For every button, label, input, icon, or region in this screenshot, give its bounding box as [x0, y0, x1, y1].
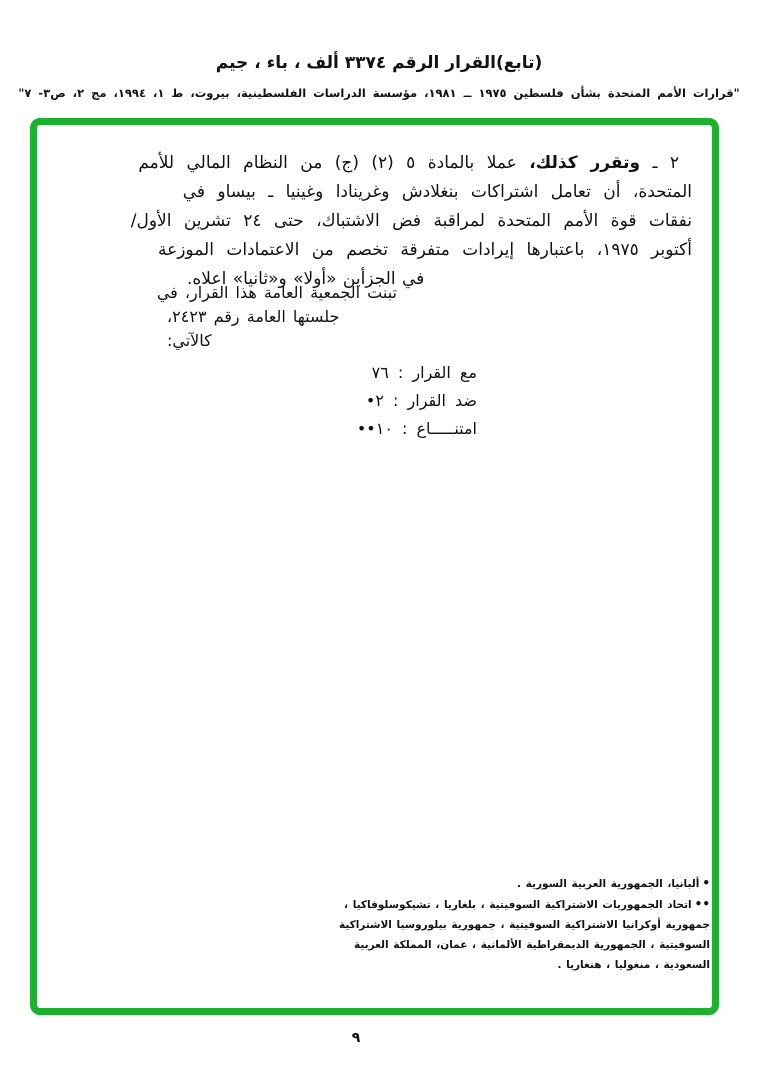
footnote-text: اتحاد الجمهوريات الاشتراكية السوفيتية ، بلغاريا ، تشيكوسلوفاكيا ، جمهورية أوكرانيا الاشتراكية السوفيتية ، جمهورية بيلوروسيا الاشتراكية السوفيتية ، الجمهورية الديمقراطية الألمانية ، عمان، المملكة العربية السعودية ، منغوليا ، هنغاريا . [338, 899, 710, 971]
adoption-statement [156, 281, 397, 353]
footnote-single-asterisk [330, 873, 710, 894]
paragraph-line: نفقات قوة الأمم المتحدة لمراقبة فض الاشتباك، حتى ٢٤ تشرين الأول/ [130, 211, 692, 231]
footnotes-block [330, 873, 710, 975]
page-title: (تابع)القرار الرقم ٣٣٧٤ ألف ، باء ، جيم [215, 53, 543, 73]
source-citation: "قرارات الأمم المتحدة بشأن فلسطين ١٩٧٥ ــ ١٩٨١، مؤسسة الدراسات الفلسطينية، بيروت، ط ١، ١٩٩٤، مج ٢، ص٣- ٧" [18, 86, 740, 100]
adoption-line: تبنت الجمعية العامة هذا القرار، في [156, 283, 397, 302]
paragraph-line [138, 149, 692, 178]
footnote-marker: •• [694, 897, 710, 911]
clause-number: ٢ ـ [640, 153, 679, 173]
adoption-line: كالآتي: [167, 331, 212, 350]
adoption-line: جلستها العامة رقم ٢٤٢٣، [167, 307, 340, 326]
footnote-double-asterisk [330, 894, 710, 975]
clause-lead-bold: وتقرر كذلك، [529, 153, 641, 173]
footnote-marker: • [702, 876, 710, 890]
vote-tally [357, 359, 477, 443]
paragraph-line: في الجزأين «أولا» و«ثانيا» اعلاه. [187, 269, 425, 289]
page-number: ٩ [351, 1030, 361, 1046]
vote-row-for: مع القرار : ٧٦ [371, 363, 477, 382]
paragraph-line: المتحدة، أن تعامل اشتراكات بنغلادش وغرينادا وغينيا ـ بيساو في [182, 182, 692, 202]
clause-lead-tail: عملا بالمادة ٥ (٢) (ج) من النظام المالي للأمم [138, 153, 530, 173]
resolution-paragraph [130, 149, 692, 294]
vote-row-against: ضد القرار : ٢• [365, 391, 477, 410]
footnote-text: ألبانيا، الجمهورية العربية السورية . [517, 878, 700, 890]
vote-row-abstain: امتنـــــاع : ١٠•• [356, 419, 477, 438]
green-border-frame [30, 118, 719, 1015]
paragraph-line: أكتوبر ١٩٧٥، باعتبارها إيرادات متفرقة تخصم من الاعتمادات الموزعة [157, 240, 692, 260]
